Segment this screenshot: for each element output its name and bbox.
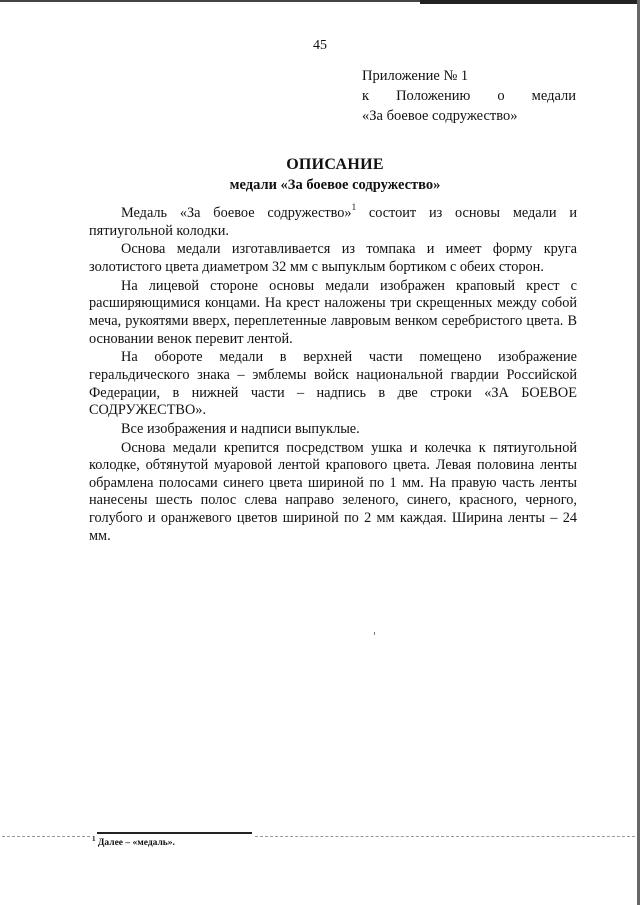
- paragraph-1: [89, 202, 577, 240]
- footnote-marker: 1: [92, 835, 96, 843]
- appendix-line-1: Приложение № 1: [362, 68, 469, 84]
- footnote-reference: 1: [351, 202, 357, 212]
- scan-dash-left: [2, 836, 90, 837]
- paragraph-6: Основа медали крепится посредством ушка и колечка к пятиугольной колодке, обтянутой муаровой лентой крапового цвета. Левая половина ленты обрамлена полосами синего цвета шириной по 1 мм. На правую часть ленты нанесены шесть полос слева направо зеленого, синего, красного, черного, голубого и оранжевого цветов шириной по 2 мм каждая. Ширина ленты – 24 мм.: [89, 439, 577, 544]
- document-subtitle: медали «За боевое содружество»: [229, 177, 441, 193]
- document-title: ОПИСАНИЕ: [286, 156, 384, 173]
- scan-edge-top-right: [420, 0, 640, 4]
- paragraph-1-end: состоит из основы медали и пятиугольной колодки.: [89, 205, 577, 239]
- footnote-text: Далее – «медаль».: [95, 838, 175, 848]
- paragraph-1-start: Медаль «За боевое содружество»: [121, 205, 352, 221]
- paragraph-2: Основа медали изготавливается из томпака и имеет форму круга золотистого цвета диаметром 32 мм с выпуклым бортиком с обеих сторон.: [89, 241, 577, 275]
- appendix-line-2: к Положению о медали: [362, 88, 576, 104]
- footnote-rule: [97, 832, 252, 834]
- appendix-header: [362, 66, 576, 126]
- paragraph-4: На обороте медали в верхней части помещено изображение геральдического знака – эмблемы войск национальной гвардии Российской Федерации, в нижней части – надпись в две строки «ЗА БОЕВОЕ СОДРУЖЕСТВО».: [89, 349, 577, 419]
- footnote: [92, 835, 175, 848]
- page-number: 45: [313, 38, 327, 53]
- title-block: [0, 155, 640, 195]
- document-body: [89, 202, 577, 546]
- scan-speck: [374, 632, 375, 635]
- paragraph-5: Все изображения и надписи выпуклые.: [121, 420, 360, 437]
- paragraph-3: На лицевой стороне основы медали изображен краповый крест с расширяющимися концами. На крест наложены три скрещенных между собой меча, рукоятями вверх, переплетенные лавровым венком серебристого цвета. В основании венок перевит лентой.: [89, 277, 577, 347]
- scan-dash-right: [255, 836, 635, 837]
- appendix-line-3: «За боевое содружество»: [362, 108, 518, 124]
